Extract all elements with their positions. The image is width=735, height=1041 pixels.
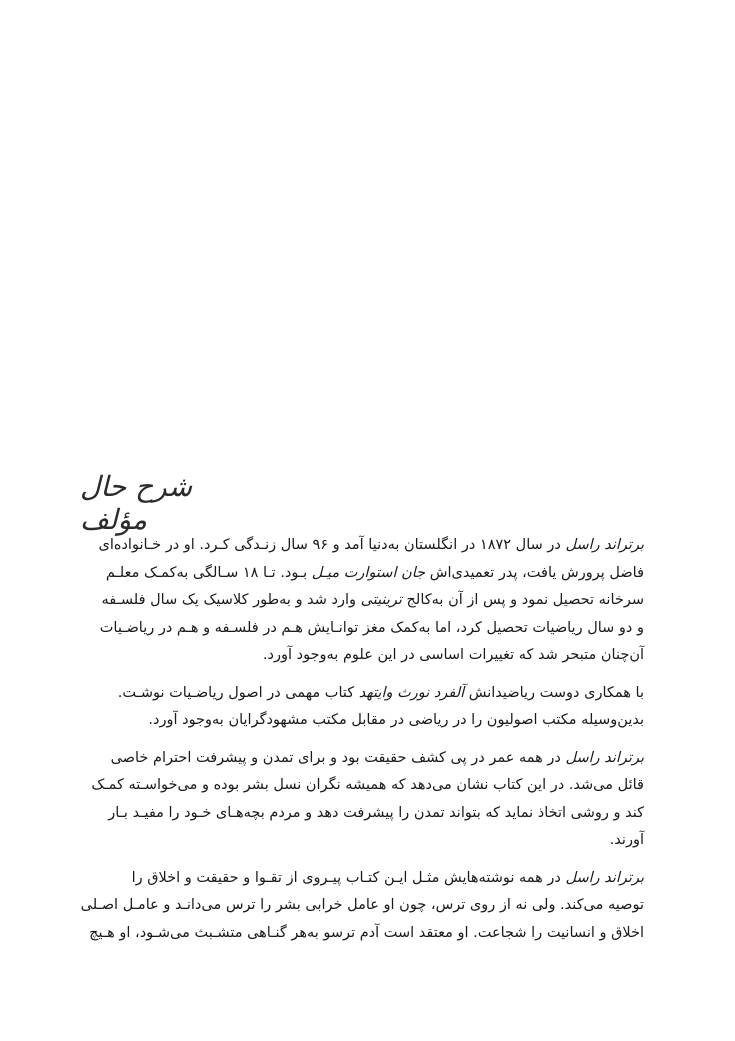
text-line [89,920,644,948]
text-run: سرخانه تحصیل نمود و پس از آن به‌کالج [401,592,644,608]
biography-text [80,532,644,957]
text-line [92,800,644,828]
text-run: در همه عمر در پی کشف حقیقت بود و برای تمدن و پیشرفت احترام خاصی [110,749,566,766]
text-run: توصیه می‌کند. ولی نه از روی ترس، چون او عامل خرابی بشر را ترس می‌دانـد و عامـل اصـلی [80,897,644,913]
paragraph [80,865,644,948]
person-name: برتراند راسل [565,749,644,766]
person-name: برتراند راسل [565,537,644,553]
chapter-heading: شرح حال مؤلف [80,470,193,536]
text-run: کند و روشی اتخاذ نماید که بتواند تمدن را پیشرفت دهد و مردم بچه‌هـای خـود را مفیـد بـار [108,804,644,821]
text-run: اخلاق و انسانیت را شجاعت. او معتقد است آدم ترسو به‌هر گنـاهی متشـبث می‌شـود، او هـیچ [89,924,644,941]
text-run: آن‌چنان متبحر شد که تغییرات اساسی در این علوم به‌وجود آورد. [262,647,644,663]
text-line [92,642,644,670]
paragraph [92,745,644,855]
text-line [92,680,644,708]
person-name: برتراند راسل [565,869,644,886]
person-name: ترینیتی [360,592,402,608]
text-run: در سال ۱۸۷۲ در انگلستان به‌دنیا آمد و ۹۶ سال زنـدگی کـرد. او در خـانواده‌ای [98,537,566,553]
text-line [92,615,644,643]
text-line [80,892,644,920]
text-line [92,772,644,800]
text-line [92,865,644,893]
text-line [92,560,644,588]
text-run: با همکاری دوست ریاضیدانش [464,684,644,701]
text-line [92,745,644,773]
text-run: بدین‌وسیله مکتب اصولیون را در ریاضی در مقابل مکتب مشهودگرایان به‌وجود آورد. [148,712,644,728]
text-line [92,587,644,615]
text-run: آورند. [609,832,644,848]
paragraph [92,532,644,670]
text-line [92,532,644,560]
text-line [92,827,644,855]
person-name: آلفرد نورث وایتهد [358,684,465,701]
text-run: کتاب مهمی در اصول ریاضـیات نوشـت. [117,684,359,701]
paragraph [92,680,644,735]
person-name: جان استوارت میـل [311,564,426,581]
text-run: در همه نوشته‌هایش مثـل ایـن کتـاب پیـروی از تقـوا و حقیقت و اخلاق را [131,869,566,886]
text-run: وارد شد و به‌طور کلاسیک یک سال فلسـفه [101,592,361,608]
text-run: و دو سال ریاضیات تحصیل کرد، اما به‌کمک مغز توانـایش هـم در فلسـفه و هـم در ریاضـیات [99,619,644,636]
text-run: بـود. تـا ۱۸ سـالگی به‌کمـک معلـم [105,564,312,581]
text-run: قائل می‌شد. در این کتاب نشان می‌دهد که همیشه نگران نسل بشر بوده و می‌خواسـته کمـک [91,777,644,793]
text-line [92,707,644,735]
text-run: فاضل پرورش یافت، پدر تعمیدی‌اش [425,564,644,581]
